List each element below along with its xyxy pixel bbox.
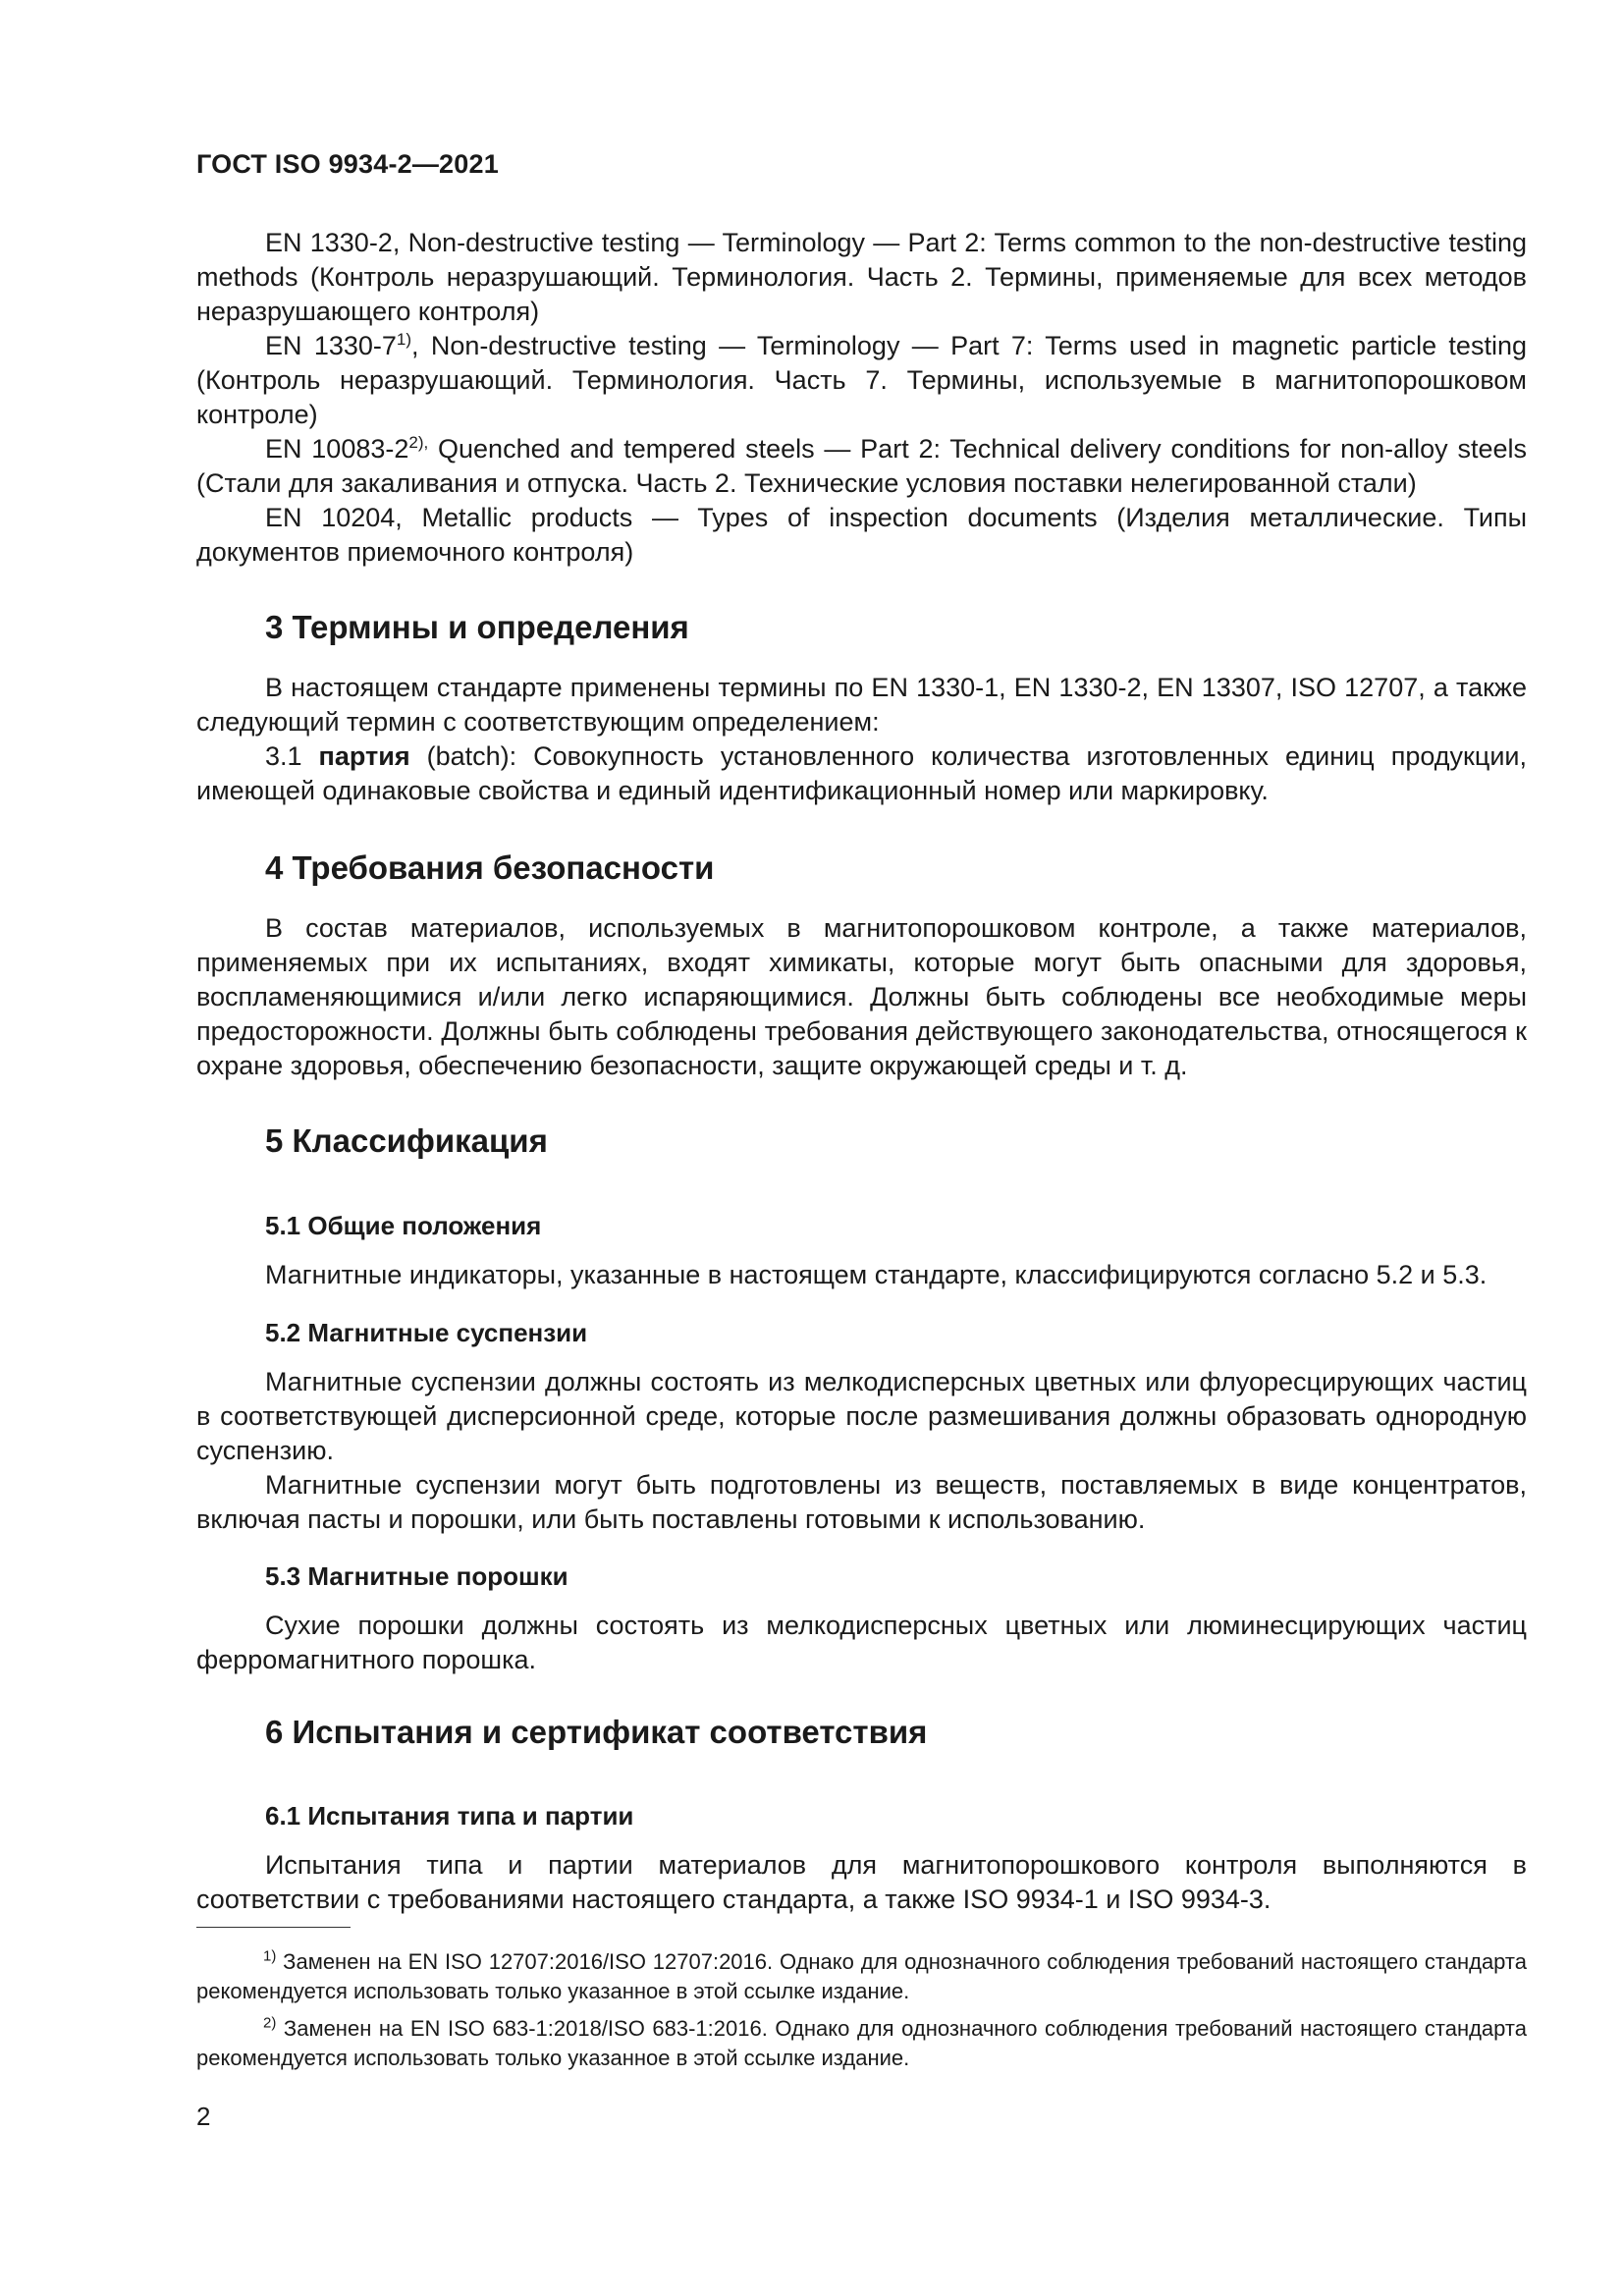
footnote-item: $^{2)}$ Заменен на EN ISO 683-1:2018/ISO 683-1:2016. Однако для однозначного соблюдения требований настоящего стандарта рекомендуется использовать только указанное в этой ссылке издание. <box>196 2014 1527 2070</box>
section-3-body <box>196 671 1527 808</box>
subsection-5-3-text: Сухие порошки должны состоять из мелкодисперсных цветных или люминесцирующих частиц ферромагнитного порошка. <box>196 1611 1527 1674</box>
subsection-5-1-body <box>196 1258 1527 1292</box>
normative-references <box>196 226 1527 570</box>
subsection-5-1-text: Магнитные индикаторы, указанные в настоящем стандарте, классифицируются согласно 5.2 и 5.3. <box>265 1260 1488 1289</box>
footnote-ref: 1) <box>396 330 412 349</box>
section-3-intro: В настоящем стандарте применены термины по EN 1330-1, EN 1330-2, EN 13307, ISO 12707, а также следующий термин с соответствующим определением: <box>196 673 1527 737</box>
section-4-title: 4 Требования безопасности <box>265 849 715 886</box>
reference-item: EN 1330-2, Non-destructive testing — Terminology — Part 2: Terms common to the non-destructive testing methods (Контроль неразрушающий. Терминология. Часть 2. Термины, применяемые для всех методов неразрушающего контроля) <box>196 228 1527 326</box>
page-number: 2 <box>196 2102 211 2131</box>
footnote-ref: 2), <box>408 433 429 452</box>
section-4-text: В состав материалов, используемых в магнитопорошковом контроле, а также материалов, применяемых при их испытаниях, входят химикаты, которые могут быть опасными для здоровья, воспламеняющимися и/или легко испаряющимися. Должны быть соблюдены все необходимые меры предосторожности. Должны быть соблюдены требования действующего законодательства, относящегося к охране здоровья, обеспечению безопасности, защите окружающей среды и т. д. <box>196 913 1527 1080</box>
footnote-mark: 1) <box>263 1947 277 1965</box>
section-4-body <box>196 911 1527 1083</box>
reference-item: EN $10083-2^{2),}$ Quenched and tempered steels — Part 2: Technical delivery conditions for non-alloy steels (Стали для закаливания и отпуска. Часть 2. Технические условия поставки нелегированной стали) <box>196 433 1527 498</box>
subsection-6-1-title: 6.1 Испытания типа и партии <box>265 1801 634 1831</box>
subsection-6-1-text: Испытания типа и партии материалов для магнитопорошкового контроля выполняются в соответствии с требованиями настоящего стандарта, а также ISO 9934-1 и ISO 9934-3. <box>196 1850 1527 1914</box>
document-header: ГОСТ ISO 9934-2—2021 <box>196 149 499 179</box>
subsection-5-1-title: 5.1 Общие положения <box>265 1211 542 1240</box>
subsection-5-3-title: 5.3 Магнитные порошки <box>265 1561 568 1591</box>
subsection-5-3-body <box>196 1609 1527 1677</box>
footnotes <box>196 1947 1527 2081</box>
reference-item: EN 10204, Metallic products — Types of inspection documents (Изделия металлические. Типы документов приемочного контроля) <box>196 503 1527 567</box>
subsection-5-2-title: 5.2 Магнитные суспензии <box>265 1318 588 1347</box>
footnote-divider <box>196 1927 351 1928</box>
subsection-6-1-body <box>196 1848 1527 1917</box>
reference-item: EN 1330-7$^{1)}$, Non-destructive testing — Terminology — Part 7: Terms used in magnetic particle testing (Контроль неразрушающий. Терминология. Часть 7. Термины, используемые в магнитопорошковом контроле) <box>196 330 1527 429</box>
definition-3-1: 3.1 партия (batch): Совокупность установленного количества изготовленных единиц продукции, имеющей одинаковые свойства и единый идентификационный номер или маркировку. <box>196 741 1527 805</box>
footnote-mark: 2) <box>263 2014 277 2032</box>
subsection-5-2-text-2: Магнитные суспензии могут быть подготовлены из веществ, поставляемых в виде концентратов, включая пасты и порошки, или быть поставлены готовыми к использованию. <box>196 1470 1527 1534</box>
section-5-title: 5 Классификация <box>265 1122 548 1159</box>
footnote-item: $^{1)}$ Заменен на EN ISO 12707:2016/ISO 12707:2016. Однако для однозначного соблюдения требований настоящего стандарта рекомендуется использовать только указанное в этой ссылке издание. <box>196 1947 1527 2003</box>
subsection-5-2-body <box>196 1365 1527 1537</box>
section-6-title: 6 Испытания и сертификат соответствия <box>265 1714 928 1750</box>
subsection-5-2-text-1: Магнитные суспензии должны состоять из мелкодисперсных цветных или флуоресцирующих частиц в соответствующей дисперсионной среде, которые после размешивания должны образовать однородную суспензию. <box>196 1367 1527 1465</box>
section-3-title: 3 Термины и определения <box>265 609 689 645</box>
